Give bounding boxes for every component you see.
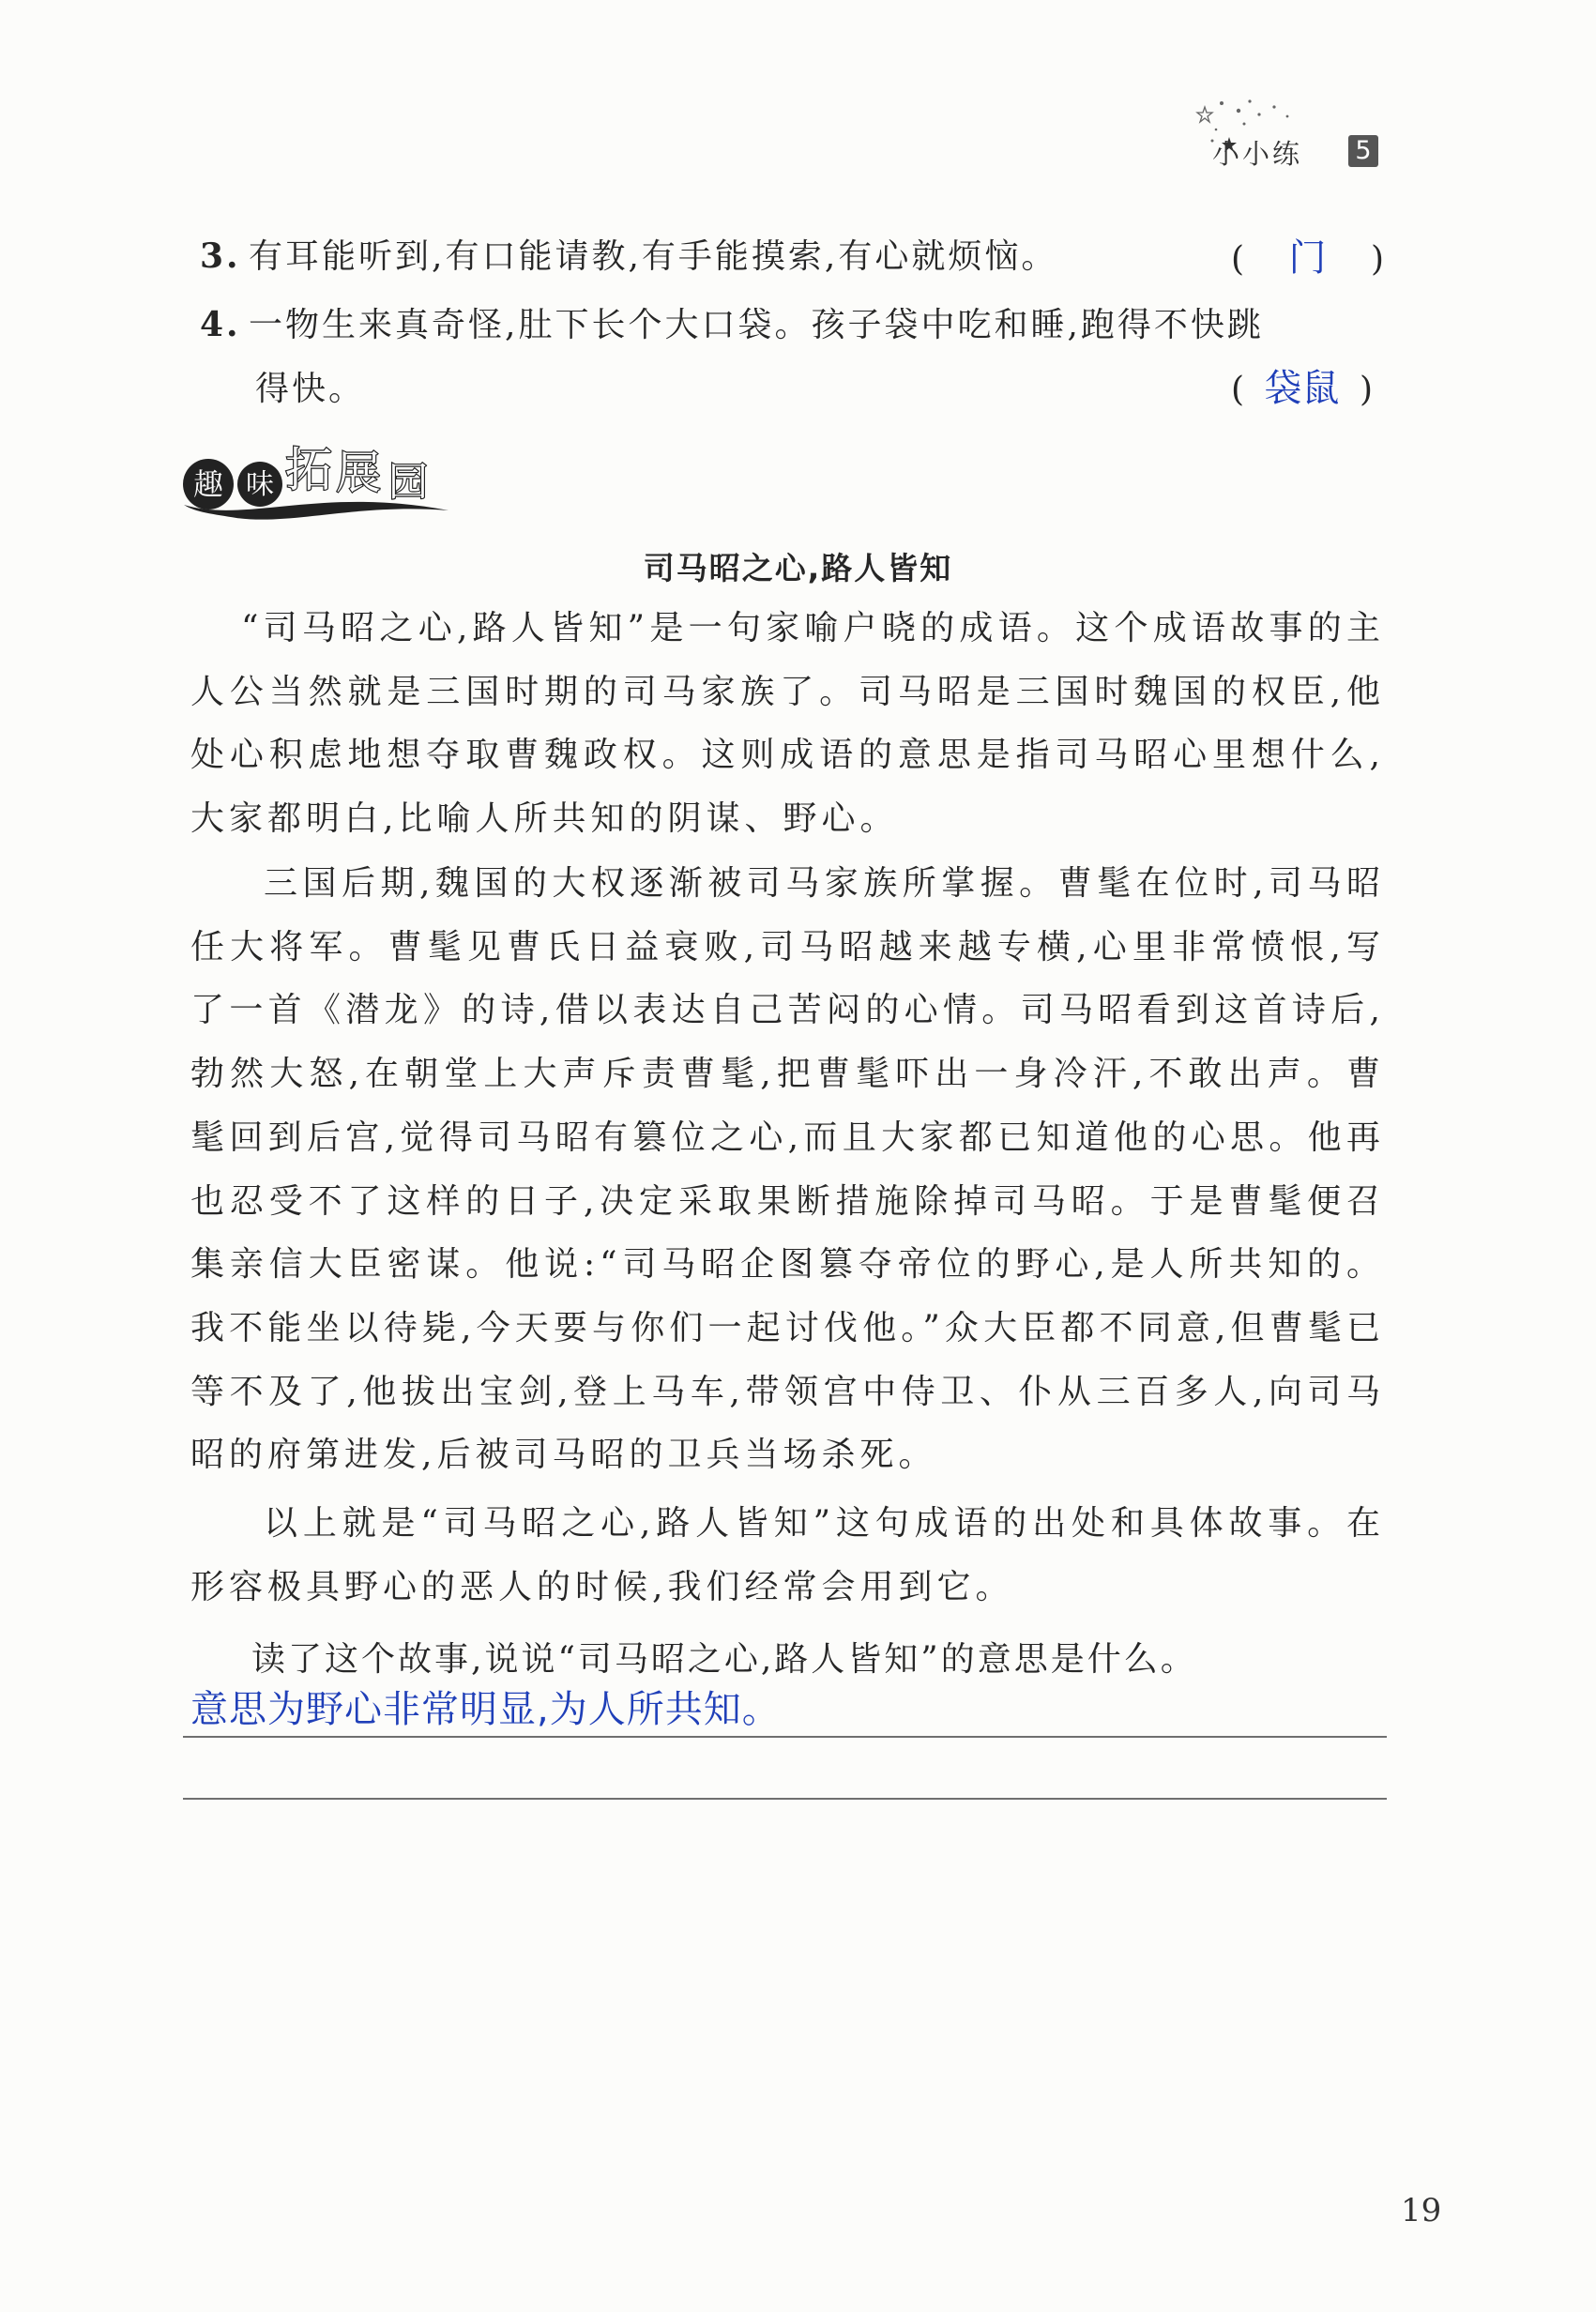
riddle-4-line2: 得快。 bbox=[255, 370, 366, 408]
article-paragraph-3: 以上就是“司马昭之心,路人皆知”这句成语的出处和具体故事。在形容极具野心的恶人的时候,我们经常会用到它。 bbox=[190, 1504, 1385, 1606]
lesson-number-badge: 5 bbox=[1348, 135, 1378, 167]
handwritten-answer: 意思为野心非常明显,为人所共知。 bbox=[190, 1688, 781, 1731]
banner-char-1: 趣 bbox=[192, 466, 224, 502]
paren-open: ( bbox=[1231, 371, 1245, 409]
riddle-4-answer: 袋鼠 bbox=[1264, 367, 1340, 410]
banner-char-2: 味 bbox=[246, 468, 274, 501]
riddle-text: 有耳能听到,有口能请教,有手能摸索,有心就烦恼。 bbox=[249, 237, 1058, 276]
page-number: 19 bbox=[1401, 2192, 1442, 2229]
answer-line-1 bbox=[183, 1736, 1387, 1738]
paren-open: ( bbox=[1231, 240, 1245, 279]
riddle-number: 4. bbox=[200, 305, 241, 344]
riddle-3 bbox=[200, 230, 1057, 278]
article-paragraph-1: “司马昭之心,路人皆知”是一句家喻户晓的成语。这个成语故事的主人公当然就是三国时期的司马家族了。司马昭是三国时魏国的权臣,他处心积虑地想夺取曹魏政权。这则成语的意思是指司马昭心里想什么,大家都明白,比喻人所共知的阴谋、野心。 bbox=[190, 609, 1385, 839]
fun-extension-banner bbox=[180, 432, 454, 533]
riddle-4 bbox=[200, 298, 1264, 346]
riddle-3-answer: 门 bbox=[1288, 236, 1327, 280]
answer-line-2 bbox=[183, 1798, 1387, 1800]
article-paragraph-2: 三国后期,魏国的大权逐渐被司马家族所掌握。曹髦在位时,司马昭任大将军。曹髦见曹氏日益衰败,司马昭越来越专横,心里非常愤恨,写了一首《潜龙》的诗,借以表达自己苦闷的心情。司马昭看到这首诗后,勃然大怒,在朝堂上大声斥责曹髦,把曹髦吓出一身冷汗,不敢出声。曹髦回到后宫,觉得司马昭有篡位之心,而且大家都已知道他的心思。他再也忍受不了这样的日子,决定采取果断措施除掉司马昭。于是曹髦便召集亲信大臣密谋。他说:“司马昭企图篡夺帝位的野心,是人所共知的。我不能坐以待毙,今天要与你们一起讨伐他。”众大臣都不同意,但曹髦已等不及了,他拔出宝剑,登上马车,带领宫中侍卫、仆从三百多人,向司马昭的府第进发,后被司马昭的卫兵当场杀死。 bbox=[190, 864, 1385, 1475]
question-prompt: 读了这个故事,说说“司马昭之心,路人皆知”的意思是什么。 bbox=[251, 1640, 1197, 1679]
paren-close: ) bbox=[1359, 371, 1373, 409]
paren-close: ) bbox=[1370, 240, 1384, 279]
article-title: 司马昭之心,路人皆知 bbox=[643, 550, 953, 586]
riddle-text-line1: 一物生来真奇怪,肚下长个大口袋。孩子袋中吃和睡,跑得不快跳 bbox=[249, 306, 1264, 344]
riddle-3-answer-box bbox=[1231, 228, 1384, 281]
banner-char-3: 拓 bbox=[285, 443, 332, 497]
banner-char-4: 展 bbox=[336, 447, 382, 499]
riddle-number: 3. bbox=[200, 236, 241, 276]
banner-char-5: 园 bbox=[388, 459, 429, 505]
header-title: 小小练 bbox=[1212, 138, 1303, 170]
riddle-4-answer-box bbox=[1231, 358, 1373, 412]
